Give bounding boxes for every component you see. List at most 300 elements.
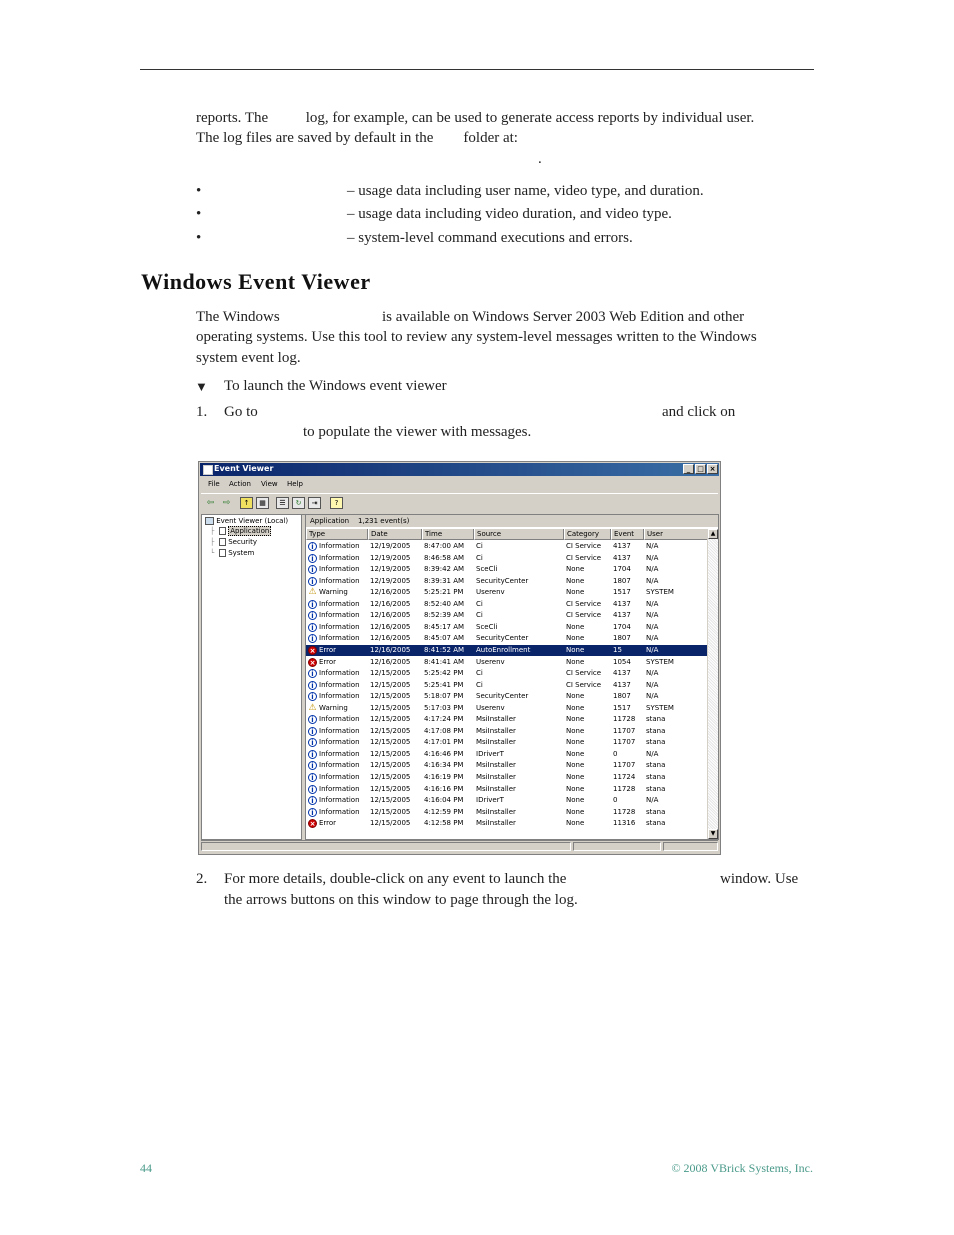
information-icon: i <box>308 669 317 678</box>
cell-date: 12/15/2005 <box>370 807 411 816</box>
error-icon: × <box>309 820 316 829</box>
cell-time: 8:41:41 AM <box>424 657 465 666</box>
cell-date: 12/15/2005 <box>370 669 411 678</box>
menu-view[interactable]: View <box>261 480 278 488</box>
information-icon: i <box>308 611 317 620</box>
cell-time: 8:39:42 AM <box>424 565 465 574</box>
cell-event: 0 <box>613 796 618 805</box>
table-row[interactable] <box>306 714 709 725</box>
table-row[interactable] <box>306 622 709 633</box>
cell-category: None <box>566 576 585 585</box>
cell-category: None <box>566 819 585 828</box>
cell-time: 5:25:42 PM <box>424 669 464 678</box>
cell-time: 8:41:52 AM <box>424 645 465 654</box>
cell-category: CI Service <box>566 553 602 562</box>
list-caption: Application 1,231 event(s) <box>306 515 718 527</box>
warning-icon: ⚠ <box>308 702 317 713</box>
cell-source: SecurityCenter <box>476 634 529 643</box>
cell-type: Information <box>319 692 360 701</box>
event-viewer-window <box>198 461 721 855</box>
cell-user: stana <box>646 784 666 793</box>
cell-date: 12/19/2005 <box>370 553 411 562</box>
export-list-icon[interactable]: ⇥ <box>308 497 321 509</box>
bullet-text: – usage data including user name, video type, and duration. <box>347 183 704 199</box>
cell-category: None <box>566 692 585 701</box>
cell-type: Information <box>319 576 360 585</box>
tree-connector: ├ <box>210 538 215 546</box>
cell-type: Information <box>319 622 360 631</box>
bullet-marker: • <box>196 206 202 222</box>
cell-user: N/A <box>646 645 659 654</box>
column-header-date[interactable]: Date <box>368 529 422 540</box>
cell-event: 4137 <box>613 599 631 608</box>
cell-date: 12/15/2005 <box>370 761 411 770</box>
cell-event: 4137 <box>613 611 631 620</box>
cell-category: None <box>566 657 585 666</box>
information-icon: i <box>308 738 317 747</box>
status-segment <box>663 842 718 851</box>
cell-event: 4137 <box>613 542 631 550</box>
cell-category: CI Service <box>566 611 602 620</box>
cell-event: 4137 <box>613 680 631 689</box>
column-header-time[interactable]: Time <box>422 529 474 540</box>
cell-user: N/A <box>646 669 659 678</box>
cell-type: Information <box>319 634 360 643</box>
tree-item-system[interactable] <box>219 549 254 557</box>
cell-type: Information <box>319 599 360 608</box>
cell-category: None <box>566 726 585 735</box>
cell-time: 4:17:01 PM <box>424 738 464 747</box>
table-row[interactable] <box>306 668 709 679</box>
cell-event: 15 <box>613 645 622 654</box>
cell-user: N/A <box>646 576 659 585</box>
cell-source: MsiInstaller <box>476 773 516 781</box>
cell-category: None <box>566 622 585 631</box>
menu-help[interactable]: Help <box>287 480 303 488</box>
cell-date: 12/15/2005 <box>370 703 411 712</box>
cell-event: 1807 <box>613 576 631 585</box>
column-header-category[interactable]: Category <box>564 529 611 540</box>
cell-date: 12/15/2005 <box>370 819 411 828</box>
information-icon: i <box>308 750 317 759</box>
cell-event: 4137 <box>613 553 631 562</box>
cell-user: SYSTEM <box>646 657 674 666</box>
scroll-down-icon[interactable]: ▼ <box>708 829 718 839</box>
cell-category: CI Service <box>566 680 602 689</box>
cell-time: 8:46:58 AM <box>424 553 465 562</box>
cell-category: None <box>566 634 585 643</box>
cell-type: Information <box>319 761 360 770</box>
cell-user: N/A <box>646 565 659 574</box>
cell-category: None <box>566 738 585 747</box>
table-row[interactable] <box>306 587 709 598</box>
step-2-text-c: the arrows buttons on this window to page through the log. <box>224 892 578 908</box>
cell-source: MsiInstaller <box>476 726 516 735</box>
tree-connector: ├ <box>210 527 215 535</box>
error-icon: × <box>309 658 316 667</box>
cell-event: 11728 <box>613 807 636 816</box>
cell-user: stana <box>646 761 666 770</box>
cell-event: 1704 <box>613 565 631 574</box>
cell-event: 1054 <box>613 657 631 666</box>
information-icon: i <box>308 577 317 586</box>
cell-category: None <box>566 588 585 597</box>
table-row[interactable] <box>306 645 709 656</box>
table-row[interactable] <box>306 680 709 691</box>
header-rule <box>140 69 814 70</box>
tree-item-application[interactable] <box>219 527 271 535</box>
cell-date: 12/15/2005 <box>370 749 411 758</box>
tree-connector: └ <box>210 549 215 557</box>
table-row[interactable] <box>306 784 709 795</box>
cell-user: stana <box>646 715 666 724</box>
cell-event: 1517 <box>613 588 631 597</box>
cell-user: N/A <box>646 634 659 643</box>
tree-pane <box>201 514 302 840</box>
information-icon: i <box>308 773 317 782</box>
cell-event: 0 <box>613 749 618 758</box>
cell-category: None <box>566 749 585 758</box>
cell-source: MsiInstaller <box>476 715 516 724</box>
bullet-text: – system-level command executions and errors. <box>347 230 633 246</box>
cell-category: CI Service <box>566 669 602 678</box>
log-icon <box>219 527 226 535</box>
cell-source: Ci <box>476 669 483 678</box>
cell-time: 8:52:40 AM <box>424 599 465 608</box>
information-icon: i <box>308 634 317 643</box>
column-header-event[interactable]: Event <box>611 529 644 540</box>
error-icon: × <box>309 646 316 655</box>
cell-category: None <box>566 807 585 816</box>
cell-date: 12/16/2005 <box>370 599 411 608</box>
cell-type: Information <box>319 565 360 574</box>
computer-icon <box>205 517 214 525</box>
status-bar <box>201 840 718 852</box>
tree-item-security[interactable] <box>219 538 257 546</box>
cell-type: Information <box>319 611 360 620</box>
status-segment <box>201 842 571 851</box>
cell-date: 12/16/2005 <box>370 588 411 597</box>
information-icon: i <box>308 785 317 794</box>
cell-user: stana <box>646 773 666 781</box>
cell-time: 4:12:58 PM <box>424 819 464 828</box>
cell-category: None <box>566 773 585 781</box>
information-icon: i <box>308 808 317 817</box>
cell-type: Warning <box>319 588 348 597</box>
information-icon: i <box>308 565 317 574</box>
cell-time: 4:17:24 PM <box>424 715 464 724</box>
table-row[interactable] <box>306 807 709 818</box>
cell-source: Ci <box>476 611 483 620</box>
para-line-1a: The Windows <box>196 309 280 325</box>
cell-category: None <box>566 565 585 574</box>
cell-source: SecurityCenter <box>476 576 529 585</box>
cell-time: 8:39:31 AM <box>424 576 465 585</box>
para-line-2: operating systems. Use this tool to review any system-level messages written to the Windows <box>196 329 757 345</box>
para-line-1b: is available on Windows Server 2003 Web Edition and other <box>382 309 745 325</box>
cell-user: N/A <box>646 542 659 550</box>
procedure-title: To launch the Windows event viewer <box>224 378 447 394</box>
cell-event: 4137 <box>613 669 631 678</box>
cell-source: SceCli <box>476 565 498 574</box>
window-titlebar[interactable] <box>200 463 719 476</box>
toolbar <box>201 493 718 515</box>
warning-icon: ⚠ <box>308 587 317 598</box>
step-1-text-b: and click on <box>662 404 736 420</box>
table-row[interactable] <box>306 541 709 552</box>
bullet-marker: • <box>196 230 202 246</box>
cell-user: N/A <box>646 749 659 758</box>
cell-type: Information <box>319 669 360 678</box>
cell-source: Userenv <box>476 703 505 712</box>
cell-event: 11707 <box>613 738 636 747</box>
refresh-icon[interactable]: ↻ <box>292 497 305 509</box>
event-viewer-app-icon <box>203 465 213 475</box>
minimize-button[interactable]: _ <box>683 464 694 474</box>
cell-date: 12/15/2005 <box>370 680 411 689</box>
cell-user: stana <box>646 726 666 735</box>
table-row[interactable] <box>306 818 709 829</box>
cell-source: SceCli <box>476 622 498 631</box>
para-line-3: system event log. <box>196 350 301 366</box>
cell-source: MsiInstaller <box>476 761 516 770</box>
cell-time: 4:16:04 PM <box>424 796 464 805</box>
scroll-up-icon[interactable]: ▲ <box>708 529 718 539</box>
cell-user: stana <box>646 807 666 816</box>
cell-type: Information <box>319 738 360 747</box>
cell-time: 8:45:07 AM <box>424 634 465 643</box>
cell-event: 11728 <box>613 784 636 793</box>
table-row[interactable] <box>306 633 709 644</box>
page-number: 44 <box>140 1161 152 1175</box>
cell-source: MsiInstaller <box>476 807 516 816</box>
information-icon: i <box>308 600 317 609</box>
cell-user: SYSTEM <box>646 588 674 597</box>
step-1-text-a: Go to <box>224 404 258 420</box>
bullet-marker: • <box>196 183 202 199</box>
cell-time: 4:12:59 PM <box>424 807 464 816</box>
log-icon <box>219 549 226 557</box>
table-row[interactable] <box>306 772 709 783</box>
cell-user: stana <box>646 819 666 828</box>
table-row[interactable] <box>306 691 709 702</box>
cell-time: 8:45:17 AM <box>424 622 465 631</box>
status-segment <box>573 842 661 851</box>
cell-time: 4:16:34 PM <box>424 761 464 770</box>
cell-source: AutoEnrollment <box>476 645 531 654</box>
cell-time: 4:17:08 PM <box>424 726 464 735</box>
cell-type: Information <box>319 749 360 758</box>
table-row[interactable] <box>306 553 709 564</box>
tree-item-label: Application <box>230 527 270 535</box>
cell-source: SecurityCenter <box>476 692 529 701</box>
cell-user: N/A <box>646 553 659 562</box>
cell-time: 4:16:19 PM <box>424 773 464 781</box>
cell-date: 12/15/2005 <box>370 726 411 735</box>
cell-date: 12/19/2005 <box>370 565 411 574</box>
cell-date: 12/16/2005 <box>370 645 411 654</box>
cell-event: 1517 <box>613 703 631 712</box>
show-hide-tree-icon[interactable]: ▦ <box>256 497 269 509</box>
cell-user: SYSTEM <box>646 703 674 712</box>
cell-source: Ci <box>476 553 483 562</box>
column-header-type[interactable]: Type <box>306 529 368 540</box>
cell-time: 8:47:00 AM <box>424 542 465 550</box>
cell-event: 11728 <box>613 715 636 724</box>
table-row[interactable] <box>306 610 709 621</box>
copyright: © 2008 VBrick Systems, Inc. <box>671 1161 813 1175</box>
cell-user: N/A <box>646 692 659 701</box>
step-2-text-a: For more details, double-click on any event to launch the <box>224 871 567 887</box>
cell-type: Information <box>319 773 360 781</box>
cell-category: None <box>566 645 585 654</box>
intro-line-1: reports. The log, for example, can be used to generate access reports by individual user. <box>196 110 755 126</box>
cell-type: Error <box>319 819 337 828</box>
cell-type: Information <box>319 784 360 793</box>
information-icon: i <box>308 727 317 736</box>
cell-user: N/A <box>646 622 659 631</box>
tree-item-label: System <box>228 549 255 557</box>
step-1-number: 1. <box>196 404 208 420</box>
information-icon: i <box>308 554 317 563</box>
cell-user: N/A <box>646 680 659 689</box>
forward-arrow-icon[interactable]: ⇨ <box>222 498 231 508</box>
cell-source: IDriverT <box>476 796 504 805</box>
information-icon: i <box>308 715 317 724</box>
step-1-text-c: to populate the viewer with messages. <box>303 424 532 440</box>
section-heading: Windows Event Viewer <box>141 269 371 294</box>
cell-type: Information <box>319 796 360 805</box>
cell-time: 4:16:46 PM <box>424 749 464 758</box>
cell-date: 12/15/2005 <box>370 738 411 747</box>
cell-type: Information <box>319 553 360 562</box>
information-icon: i <box>308 761 317 770</box>
intro-line-3: . <box>538 151 542 167</box>
step-2-number: 2. <box>196 871 208 887</box>
cell-type: Information <box>319 807 360 816</box>
cell-type: Information <box>319 680 360 689</box>
cell-date: 12/16/2005 <box>370 657 411 666</box>
cell-date: 12/16/2005 <box>370 634 411 643</box>
cell-user: N/A <box>646 796 659 805</box>
vertical-scrollbar[interactable] <box>707 529 718 839</box>
event-list-pane <box>305 514 719 840</box>
cell-category: None <box>566 796 585 805</box>
table-row[interactable] <box>306 726 709 737</box>
cell-source: Ci <box>476 680 483 689</box>
cell-event: 1807 <box>613 634 631 643</box>
cell-type: Warning <box>319 703 348 712</box>
cell-event: 1807 <box>613 692 631 701</box>
table-row[interactable] <box>306 703 709 714</box>
cell-event: 1704 <box>613 622 631 631</box>
cell-source: Userenv <box>476 657 505 666</box>
tree-root[interactable] <box>205 517 288 525</box>
menu-file[interactable]: File <box>208 480 220 488</box>
information-icon: i <box>308 692 317 701</box>
cell-date: 12/15/2005 <box>370 784 411 793</box>
cell-category: None <box>566 761 585 770</box>
cell-source: Ci <box>476 599 483 608</box>
cell-source: MsiInstaller <box>476 784 516 793</box>
cell-source: Userenv <box>476 588 505 597</box>
menu-bar <box>201 478 718 490</box>
cell-time: 5:17:03 PM <box>424 703 464 712</box>
cell-source: MsiInstaller <box>476 738 516 747</box>
cell-type: Information <box>319 726 360 735</box>
table-row[interactable] <box>306 576 709 587</box>
log-icon <box>219 538 226 546</box>
cell-date: 12/16/2005 <box>370 622 411 631</box>
cell-event: 11707 <box>613 726 636 735</box>
cell-time: 5:25:21 PM <box>424 588 464 597</box>
cell-type: Error <box>319 645 337 654</box>
cell-date: 12/19/2005 <box>370 576 411 585</box>
cell-category: None <box>566 715 585 724</box>
information-icon: i <box>308 542 317 551</box>
cell-type: Information <box>319 715 360 724</box>
cell-user: stana <box>646 738 666 747</box>
back-arrow-icon[interactable]: ⇦ <box>206 498 215 508</box>
cell-source: Ci <box>476 542 483 550</box>
table-row[interactable] <box>306 599 709 610</box>
menu-action[interactable]: Action <box>229 480 251 488</box>
cell-time: 5:18:07 PM <box>424 692 464 701</box>
cell-category: None <box>566 784 585 793</box>
cell-date: 12/15/2005 <box>370 692 411 701</box>
folder-up-icon[interactable]: ↑ <box>240 497 253 509</box>
step-2-text-b: window. Use <box>720 871 799 887</box>
help-icon[interactable]: ? <box>330 497 343 509</box>
cell-type: Information <box>319 542 360 550</box>
tree-item-label: Security <box>228 538 257 546</box>
cell-date: 12/15/2005 <box>370 715 411 724</box>
cell-event: 11707 <box>613 761 636 770</box>
bullet-text: – usage data including video duration, and video type. <box>347 206 672 222</box>
cell-type: Error <box>319 657 337 666</box>
properties-icon[interactable]: ☰ <box>276 497 289 509</box>
cell-date: 12/16/2005 <box>370 611 411 620</box>
table-row[interactable] <box>306 795 709 806</box>
information-icon: i <box>308 623 317 632</box>
table-row[interactable] <box>306 737 709 748</box>
maximize-button[interactable]: □ <box>695 464 706 474</box>
column-header-user[interactable]: User <box>644 529 709 540</box>
cell-user: N/A <box>646 611 659 620</box>
table-row[interactable] <box>306 760 709 771</box>
cell-source: MsiInstaller <box>476 819 516 828</box>
table-row[interactable] <box>306 749 709 760</box>
cell-category: CI Service <box>566 542 602 550</box>
table-row[interactable] <box>306 657 709 668</box>
cell-time: 8:52:39 AM <box>424 611 465 620</box>
table-row[interactable] <box>306 564 709 575</box>
cell-category: CI Service <box>566 599 602 608</box>
cell-date: 12/15/2005 <box>370 773 411 781</box>
cell-user: N/A <box>646 599 659 608</box>
column-header-source[interactable]: Source <box>474 529 564 540</box>
cell-time: 5:25:41 PM <box>424 680 464 689</box>
cell-source: IDriverT <box>476 749 504 758</box>
cell-date: 12/15/2005 <box>370 796 411 805</box>
tree-root-label: Event Viewer (Local) <box>216 517 289 525</box>
window-title: Event Viewer <box>214 464 274 473</box>
intro-line-2: The log files are saved by default in the folder at: <box>196 130 518 146</box>
cell-date: 12/19/2005 <box>370 542 411 550</box>
cell-event: 11316 <box>613 819 636 828</box>
close-button[interactable]: × <box>707 464 718 474</box>
cell-time: 4:16:16 PM <box>424 784 464 793</box>
